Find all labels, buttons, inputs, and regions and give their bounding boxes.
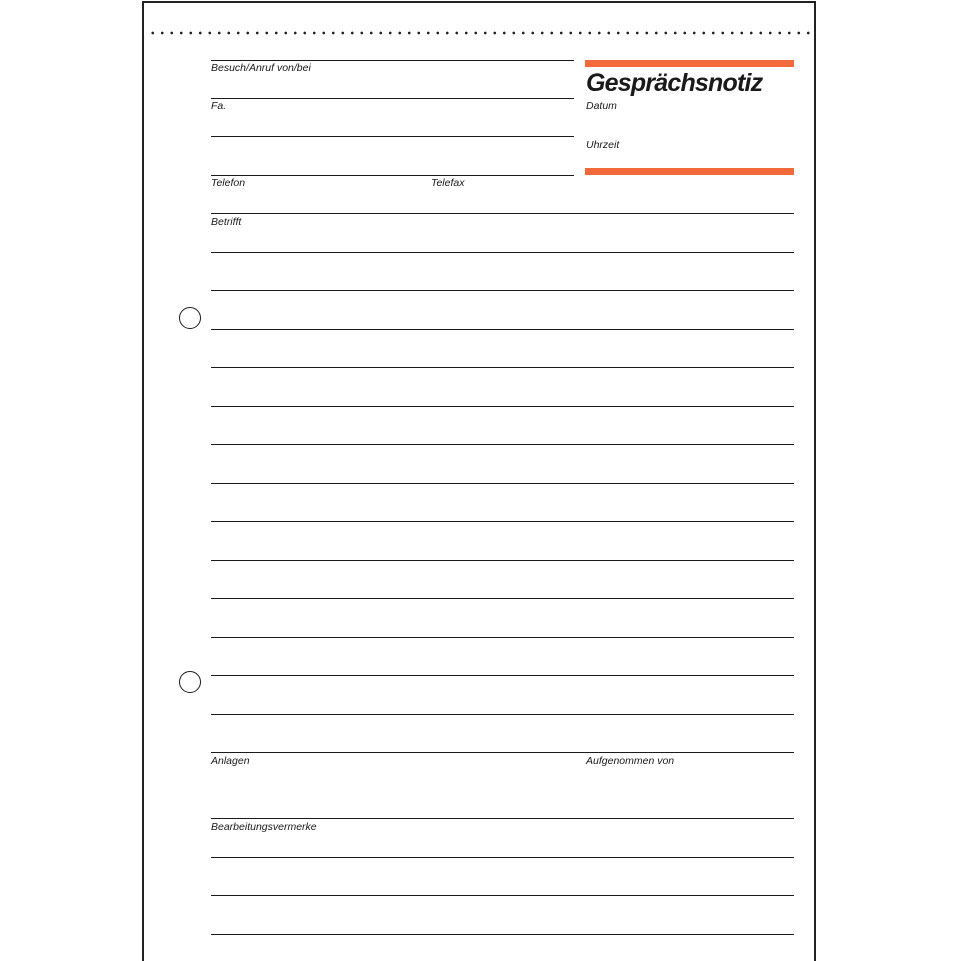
company-field[interactable] xyxy=(211,136,574,137)
subject-line[interactable] xyxy=(211,752,794,753)
subject-line[interactable] xyxy=(211,252,794,253)
attachments-field[interactable] xyxy=(211,818,794,819)
attachments-label: Anlagen xyxy=(211,755,250,767)
subject-line[interactable] xyxy=(211,406,794,407)
subject-line[interactable] xyxy=(211,444,794,445)
subject-line[interactable] xyxy=(211,560,794,561)
phone-fax-field[interactable] xyxy=(211,213,794,214)
subject-line[interactable] xyxy=(211,675,794,676)
accent-bar-bottom xyxy=(585,168,794,175)
fax-label: Telefax xyxy=(431,177,465,189)
visitor-line-top xyxy=(211,60,574,61)
visitor-field[interactable] xyxy=(211,98,574,99)
subject-line[interactable] xyxy=(211,483,794,484)
company-field-extra[interactable] xyxy=(211,175,574,176)
subject-line[interactable] xyxy=(211,290,794,291)
phone-label: Telefon xyxy=(211,177,246,189)
recorded-by-label: Aufgenommen von xyxy=(586,755,675,767)
form-title: Gesprächsnotiz xyxy=(586,69,763,97)
subject-line[interactable] xyxy=(211,714,794,715)
processing-notes-line[interactable] xyxy=(211,857,794,858)
punch-hole-bottom xyxy=(179,671,201,693)
punch-hole-top xyxy=(179,307,201,329)
subject-line[interactable] xyxy=(211,329,794,330)
subject-line[interactable] xyxy=(211,521,794,522)
form-sheet xyxy=(142,1,816,961)
subject-line[interactable] xyxy=(211,598,794,599)
subject-line[interactable] xyxy=(211,637,794,638)
processing-notes-line[interactable] xyxy=(211,934,794,935)
date-label: Datum xyxy=(586,100,617,112)
processing-notes-line[interactable] xyxy=(211,895,794,896)
company-label: Fa. xyxy=(211,100,227,112)
visitor-label: Besuch/Anruf von/bei xyxy=(211,62,311,74)
perforation-line xyxy=(148,31,814,35)
subject-line[interactable] xyxy=(211,367,794,368)
time-label: Uhrzeit xyxy=(586,139,620,151)
accent-bar-top xyxy=(585,60,794,67)
processing-notes-label: Bearbeitungsvermerke xyxy=(211,821,317,833)
subject-label: Betrifft xyxy=(211,216,242,228)
